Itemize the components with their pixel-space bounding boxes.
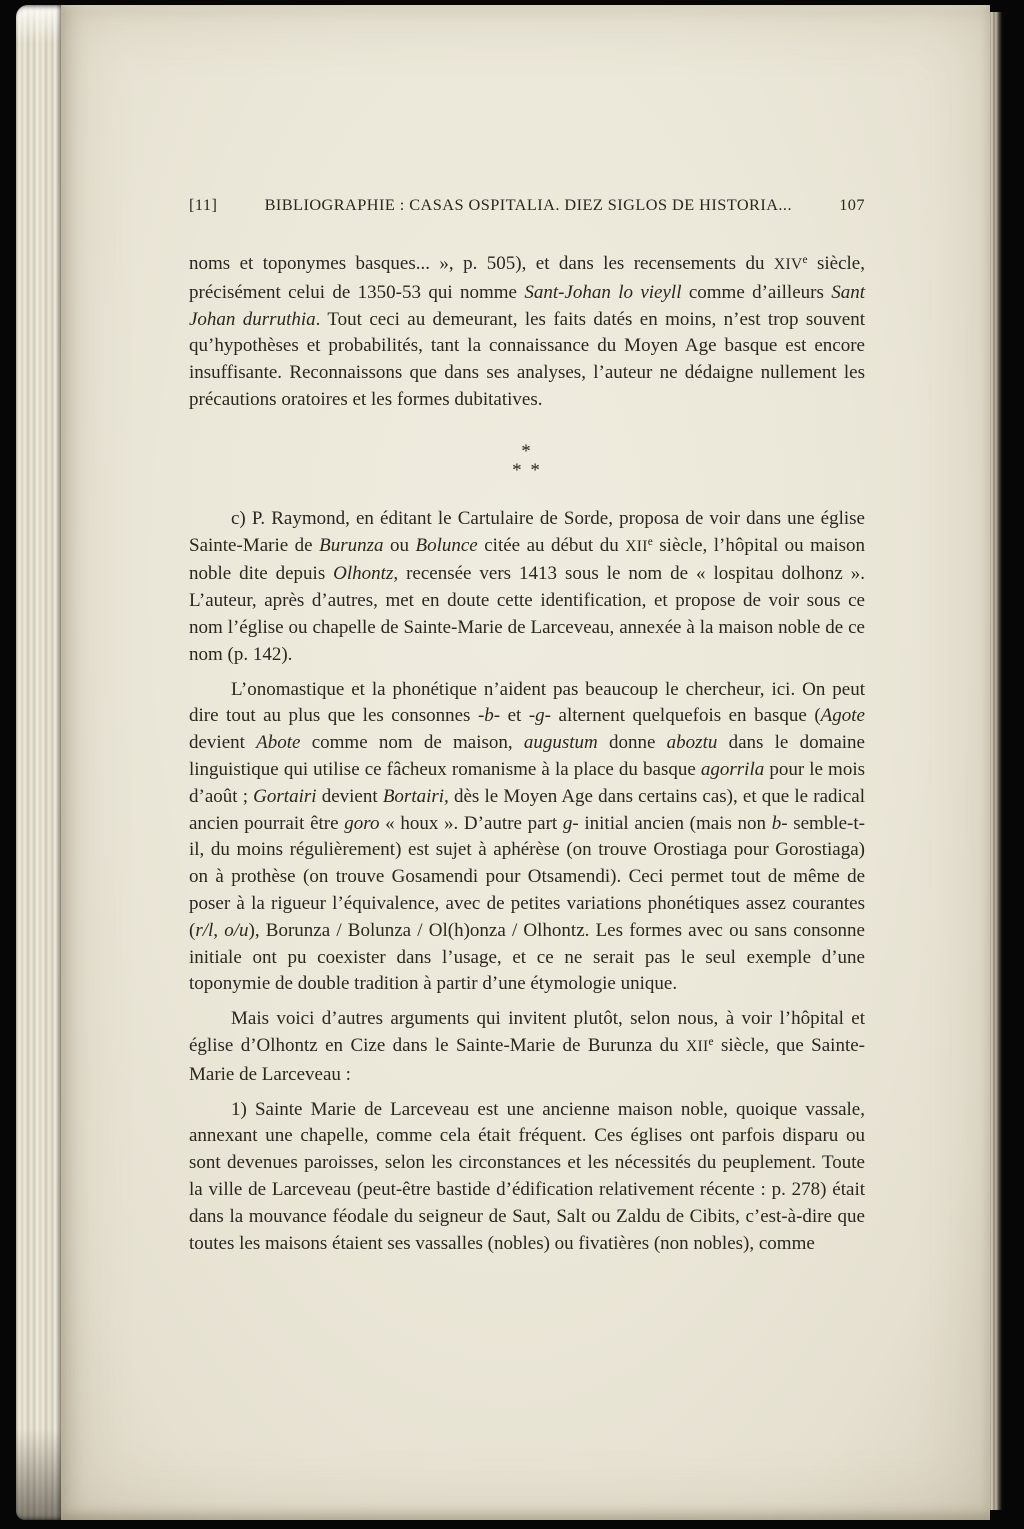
text-run: e (647, 535, 653, 548)
text-run: -b- (477, 705, 501, 727)
text-run: Abote (256, 732, 301, 754)
text-run: XIV (773, 256, 803, 273)
text-run: Mais voici d’autres arguments qui invitent plutôt, selon nous, à voir l’hôpital et église d’Olhontz en Cize dans le Sainte-Marie de Burunza du (189, 1008, 865, 1056)
text-run: devient (316, 785, 383, 807)
text-run: siècle, précisément celui de 1350-53 qui nomme (189, 253, 865, 303)
text-run: Gortairi (253, 785, 317, 807)
paragraph (189, 251, 865, 414)
text-run: Bolunce (415, 534, 478, 556)
text-run: . Tout ceci au demeurant, les faits datés en moins, n’est trop souvent qu’hypothèses et probabilités, tant la connaissance du Moyen Age basque est encore insuffisante. Reconnaissons que dans ses analyses, l’auteur ne dédaigne nullement les précautions oratoires et les formes dubitatives. (189, 308, 865, 410)
text-run: dès le Moyen Age dans certains cas), et que le radical ancien pourrait être (189, 785, 865, 834)
asterism-line: * * (512, 459, 542, 481)
text-run: pour le mois d’août ; (189, 758, 866, 807)
text-run: siècle, que Sainte-Marie de Larceveau : (189, 1034, 865, 1085)
text-run: Olhontz, (333, 563, 399, 585)
paragraph (189, 1097, 865, 1258)
text-run: agorrila (700, 758, 765, 780)
text-run: 1) Sainte Marie de Larceveau est une ancienne maison noble, quoique vassale, annexant une chapelle, comme cela était fréquent. Ces églises ont parfois disparu ou sont devenues paroisses, selon les circonstances et les nécessités du peuplement. Toute la ville de Larceveau (peut-être bastide d’édification relativement récente : p. 278) était dans la mouvance féodale du seigneur de Saut, Salt ou Zaldu de Cibits, c’est-à-dire que toutes les maisons étaient ses vassalles (nobles) ou fivatières (non nobles), comme (189, 1098, 865, 1254)
header-title: BIBLIOGRAPHIE : CASAS OSPITALIA. DIEZ SIGLOS DE HISTORIA... (264, 195, 792, 214)
paragraph (189, 506, 865, 669)
text-run: ou (383, 534, 416, 556)
text-run: devient (189, 732, 257, 754)
text-run: ), Borunza / Bolunza / Ol(h)onza / Olhontz. Les formes avec ou sans consonne initiale ont pu coexister dans l’usage, et ce ne serait pas le seul exemple d’une toponymie de double tradition à partir d’une étymologie unique. (189, 919, 865, 995)
running-header (189, 195, 865, 215)
text-run: donne (597, 732, 667, 754)
text-run: r/l, o/u (195, 919, 249, 941)
text-run: L’onomastique et la phonétique n’aident pas beaucoup le chercheur, ici. On peut dire tout au plus que les consonnes (189, 678, 865, 727)
text-run: goro (344, 812, 380, 834)
text-run: -g- (528, 705, 551, 727)
book-page (61, 5, 990, 1520)
text-run: Agote (820, 705, 865, 727)
text-run: siècle, l’hôpital ou maison noble dite depuis (189, 534, 865, 585)
text-run: Bortairi, (382, 785, 449, 807)
paragraph (189, 1006, 865, 1088)
text-run: g- (562, 812, 579, 834)
text-run: comme nom de maison, (300, 732, 524, 754)
text-run: et (500, 705, 529, 727)
text-run: Burunza (319, 534, 384, 556)
text-run: e (802, 254, 808, 267)
text-run: XII (685, 1037, 709, 1055)
text-run: semble-t-il, du moins régulièrement) est sujet à aphérèse (on trouve Orostiaga pour Gorostiaga) on à prothèse (on trouve Gosamendi pour Otsamendi). Ceci permet tout de même de poser à la rigueur l’équivalence, avec de petites variations phonétiques assez courantes ( (189, 812, 865, 941)
text-run: citée au début du (477, 534, 626, 556)
text-run: Sant Johan durruthia (189, 281, 865, 330)
text-run: e (708, 1036, 714, 1049)
text-run: Sant-Johan lo vieyll (524, 281, 682, 303)
text-run: c) P. Raymond, en éditant le Cartulaire de Sorde, proposa de voir dans une église Sainte-Marie de (189, 507, 865, 556)
text-run: dans le domaine linguistique qui utilise ce fâcheux romanisme à la place du basque (189, 732, 865, 780)
text-run: comme d’ailleurs (681, 281, 832, 303)
text-run: recensée vers 1413 sous le nom de « lospitau dolhonz ». L’auteur, après d’autres, met en doute cette identification, et propose de voir sous ce nom l’église ou chapelle de Sainte-Marie de Larceveau, annexée à la maison noble de ce nom (p. 142). (189, 563, 865, 665)
asterism-separator (189, 442, 865, 480)
text-run: XII (625, 537, 648, 555)
page-text-area (189, 195, 865, 1265)
text-run: augustum (523, 732, 598, 754)
text-run: « houx ». D’autre part (379, 812, 563, 834)
text-run: alternent quelquefois en basque ( (551, 705, 821, 727)
header-page-number: 107 (839, 195, 865, 214)
text-run: aboztu (666, 732, 718, 754)
paragraph (189, 677, 865, 999)
page-stack-left-edge (16, 5, 64, 1520)
asterism-line: * (521, 440, 533, 462)
page-stack-right-edge (990, 12, 1004, 1510)
header-bracket-number: [11] (189, 195, 218, 214)
text-run: b- (771, 812, 788, 834)
text-run: noms et toponymes basques... », p. 505), et dans les recensements du (189, 253, 774, 274)
body-text (189, 251, 865, 1257)
text-run: initial ancien (mais non (578, 812, 772, 834)
